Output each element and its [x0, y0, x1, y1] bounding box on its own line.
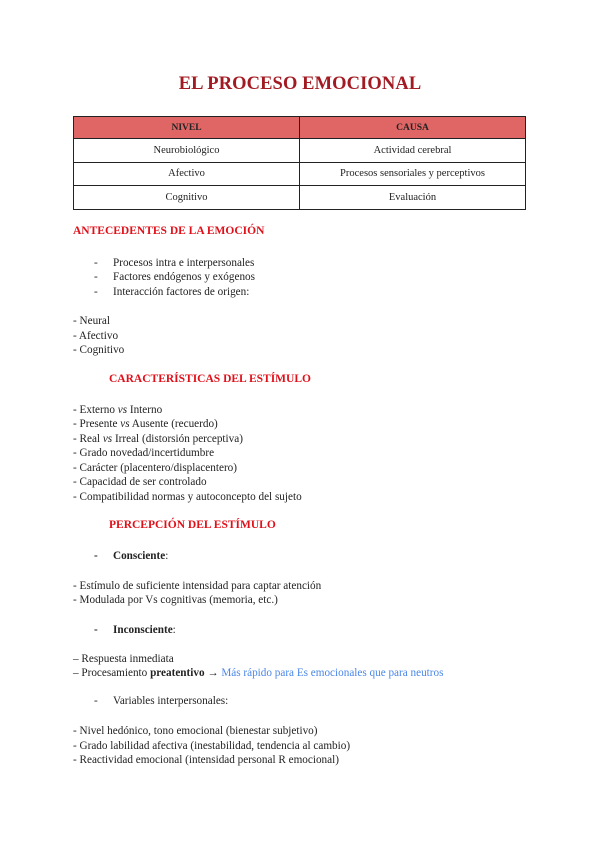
list-item: - Afectivo	[73, 330, 119, 342]
list-item: - Interacción factores de origen:	[94, 286, 250, 298]
list-item: - Nivel hedónico, tono emocional (bienestar subjetivo)	[73, 725, 318, 737]
heading-antecedentes: ANTECEDENTES DE LA EMOCIÓN	[73, 225, 265, 237]
subheading-variables: - Variables interpersonales:	[94, 695, 229, 707]
list-item: - Estímulo de suficiente intensidad para captar atención	[73, 580, 322, 592]
list-item: - Grado labilidad afectiva (inestabilidad, tendencia al cambio)	[73, 740, 351, 752]
subheading-inconsciente: - Inconsciente:	[94, 624, 176, 636]
list-item: - Factores endógenos y exógenos	[94, 271, 255, 283]
list-item: - Compatibilidad normas y autoconcepto del sujeto	[73, 491, 302, 503]
subheading-consciente: - Consciente:	[94, 550, 169, 562]
list-item: - Procesos intra e interpersonales	[94, 257, 255, 269]
list-item: – Respuesta inmediata	[73, 653, 174, 665]
table-cell: Neurobiológico	[74, 139, 300, 163]
table-row	[74, 162, 526, 186]
list-item: - Externo vs Interno	[73, 404, 163, 416]
table-header-row	[74, 117, 526, 139]
table-cell: Afectivo	[74, 162, 300, 186]
table-row	[74, 186, 526, 210]
list-item: - Grado novedad/incertidumbre	[73, 447, 215, 459]
list-item: - Modulada por Vs cognitivas (memoria, etc.)	[73, 594, 278, 606]
highlight-note: Más rápido para Es emocionales que para neutros	[221, 667, 444, 679]
table-header-nivel: NIVEL	[74, 117, 300, 139]
list-item: - Capacidad de ser controlado	[73, 476, 207, 488]
heading-percepcion: PERCEPCIÓN DEL ESTÍMULO	[109, 519, 276, 531]
table-cell: Actividad cerebral	[300, 139, 526, 163]
list-item: - Real vs Irreal (distorsión perceptiva)	[73, 433, 243, 445]
page-title: EL PROCESO EMOCIONAL	[178, 74, 422, 94]
list-item: - Carácter (placentero/displacentero)	[73, 462, 237, 474]
list-item: - Reactividad emocional (intensidad personal R emocional)	[73, 754, 339, 766]
heading-caracteristicas: CARACTERÍSTICAS DEL ESTÍMULO	[109, 373, 311, 385]
list-item: - Neural	[73, 315, 110, 327]
list-item: – Procesamiento preatentivo → Más rápido para Es emocionales que para neutros	[73, 667, 444, 679]
table-header-causa: CAUSA	[300, 117, 526, 139]
list-item: - Cognitivo	[73, 344, 125, 356]
table-row	[74, 139, 526, 163]
table-cell: Procesos sensoriales y perceptivos	[300, 162, 526, 186]
levels-table	[73, 116, 526, 210]
table-cell: Evaluación	[300, 186, 526, 210]
table-cell: Cognitivo	[74, 186, 300, 210]
list-item: - Presente vs Ausente (recuerdo)	[73, 418, 218, 430]
